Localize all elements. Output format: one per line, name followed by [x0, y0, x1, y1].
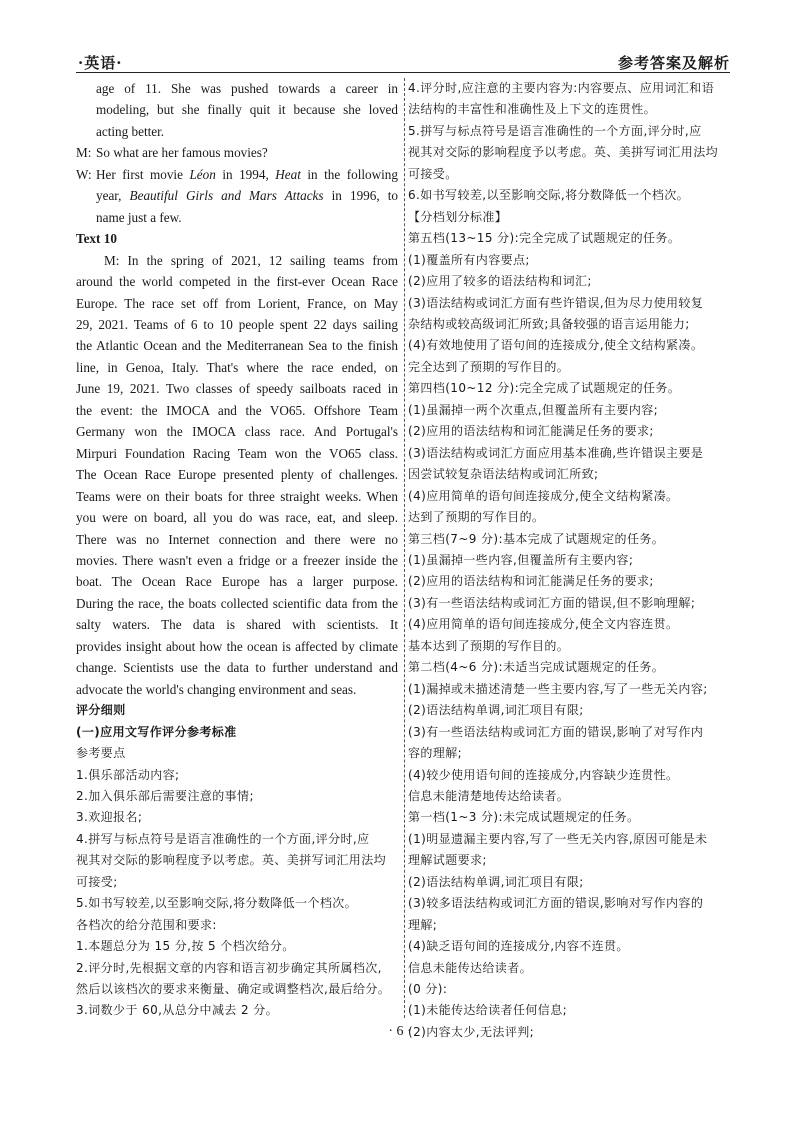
dialogue-line: age of 11. She was pushed towards a career in: [96, 81, 398, 96]
text-line: M: In the spring of 2021, 12 sailing teams from: [104, 252, 398, 268]
text-line: (3)有一些语法结构或词汇方面的错误,影响了对写作内: [408, 724, 704, 739]
text-line: (2)语法结构单调,词汇项目有限;: [408, 703, 584, 718]
text-line: 法结构的丰富性和准确性及上下文的连贯性。: [408, 102, 657, 117]
text-line: 5.如书写较差,以至影响交际,将分数降低一个档次。: [76, 896, 358, 911]
text-line: 第五档(13~15 分):完全完成了试题规定的任务。: [408, 231, 681, 246]
text-line: (2)应用了较多的语法结构和词汇;: [408, 274, 592, 289]
text-line: The Ocean Race Europe presented plenty of challenges.: [76, 467, 398, 483]
text-line: 完全达到了预期的写作目的。: [408, 359, 570, 374]
text-line: boat. The Ocean Race Europe has a larger purpose.: [76, 574, 398, 590]
dialogue-line: name just a few.: [96, 209, 182, 225]
text-line: 29, 2021. Teams of 6 to 10 people spent 22 days sailing: [76, 316, 398, 332]
subject-label: ·英语·: [78, 54, 123, 72]
text-line: 然后以该档次的要求来衡量、确定或调整档次,最后给分。: [76, 982, 391, 997]
text-line: 信息未能传达给读者。: [408, 960, 533, 975]
text-line: the event: the IMOCA and the VO65. Offshore Team: [76, 402, 398, 418]
text-line: (3)有一些语法结构或词汇方面的错误,但不影响理解;: [408, 595, 696, 610]
dialogue-line: modeling, but she finally quit it because she loved: [96, 102, 398, 118]
scoring-title: 评分细则: [76, 703, 126, 718]
text-line: (4)有效地使用了语句间的连接成分,使全文结构紧凑。: [408, 338, 704, 353]
text-line: (3)语法结构或词汇方面有些许错误,但为尽力使用较复: [408, 295, 704, 310]
dialogue-text: in 1996, to: [323, 188, 398, 204]
section-title: (一)应用文写作评分参考标准: [76, 724, 237, 739]
text-line: 1.本题总分为 15 分,按 5 个档次给分。: [76, 939, 295, 954]
text-line: There was no Internet connection and there were no: [76, 531, 398, 547]
text-line: advocate the world's changing environment and seas.: [76, 681, 357, 697]
text-line: 容的理解;: [408, 746, 463, 761]
text-line: (1)虽漏掉一两个次重点,但覆盖所有主要内容;: [408, 402, 659, 417]
text-line: (2)语法结构单调,词汇项目有限;: [408, 874, 584, 889]
text-line: 第四档(10~12 分):完全完成了试题规定的任务。: [408, 381, 681, 396]
text-line: During the race, the boats collected scientific data from the: [76, 595, 398, 611]
dialogue-m-line: [76, 142, 398, 163]
dialogue-text: Her first movie: [96, 166, 190, 182]
text-line: line, in Genoa, Italy. That's where the race ended, on: [76, 359, 398, 375]
page-header: [76, 56, 730, 73]
text-line: (4)应用简单的语句间连接成分,使全文内容连贯。: [408, 617, 679, 632]
text-line: (1)覆盖所有内容要点;: [408, 252, 530, 267]
text-line: movies. There wasn't even a fridge or a freezer inside the: [76, 552, 398, 568]
text-line: 6.如书写较差,以至影响交际,将分数降低一个档次。: [408, 188, 690, 203]
text-line: 各档次的给分范围和要求:: [76, 917, 217, 932]
text10-title: Text 10: [76, 231, 117, 247]
dialogue-text: So what are her famous movies?: [96, 145, 268, 161]
text-line: change. Scientists use the data to further understand and: [76, 660, 398, 676]
text-line: provides insight about how the ocean is affected by climate: [76, 638, 398, 654]
text-line: (0 分):: [408, 982, 448, 997]
text-line: 基本达到了预期的写作目的。: [408, 638, 570, 653]
text-line: 2.评分时,先根据文章的内容和语言初步确定其所属档次,: [76, 960, 382, 975]
text-line: 杂结构或较高级词汇所致;具备较强的语言运用能力;: [408, 316, 690, 331]
text-line: (3)较多语法结构或词汇方面的错误,影响对写作内容的: [408, 896, 704, 911]
text-line: 理解;: [408, 917, 438, 932]
text-line: 信息未能清楚地传达给读者。: [408, 788, 570, 803]
text-line: 可接受。: [408, 166, 458, 181]
dialogue-line: acting better.: [96, 123, 165, 139]
text-line: Teams were on their boats for three straight weeks. When: [76, 488, 398, 504]
dialogue-text: in the following: [300, 166, 398, 182]
key-points-list: [76, 765, 398, 1022]
right-column: [404, 78, 734, 1039]
section-label: 参考答案及解析: [617, 54, 730, 72]
text-line: 4.评分时,应注意的主要内容为:内容要点、应用词汇和语: [408, 81, 715, 95]
grading-criteria: [408, 78, 734, 1043]
dialogue-w-line: [76, 164, 398, 185]
text-line: 第二档(4~6 分):未适当完成试题规定的任务。: [408, 660, 665, 675]
dialogue-line: [76, 185, 398, 206]
text-line: 5.拼写与标点符号是语言准确性的一个方面,评分时,应: [408, 123, 702, 138]
text-line: (1)虽漏掉一些内容,但覆盖所有主要内容;: [408, 552, 634, 567]
text-line: salty waters. The data is shared with scientists. It: [76, 617, 398, 633]
text-line: 理解试题要求;: [408, 853, 487, 868]
text-line: (4)缺乏语句间的连接成分,内容不连贯。: [408, 939, 629, 954]
text-line: (4)较少使用语句间的连接成分,内容缺少连贯性。: [408, 767, 679, 782]
page-number: · 6 ·: [388, 1024, 412, 1039]
speaker-label: M:: [76, 145, 92, 161]
text-line: (1)漏掉或未描述清楚一些主要内容,写了一些无关内容;: [408, 681, 708, 696]
text-line: 视其对交际的影响程度予以考虑。英、美拼写词汇用法均: [408, 145, 719, 160]
dialogue-text: year,: [96, 188, 130, 204]
text-line: 4.拼写与标点符号是语言准确性的一个方面,评分时,应: [76, 831, 370, 846]
text10-body: [76, 250, 398, 701]
text-line: 可接受;: [76, 874, 118, 889]
text-line: 因尝试较复杂语法结构或词汇所致;: [408, 467, 599, 482]
text-line: June 19, 2021. Two classes of speedy sailboats raced in: [76, 381, 398, 397]
movie-title: Léon: [189, 166, 216, 182]
key-points-title: 参考要点: [76, 746, 126, 761]
text-line: 【分档划分标准】: [408, 209, 508, 224]
movie-title: Beautiful Girls and Mars Attacks: [129, 188, 324, 204]
text-line: Mirpuri Foundation Racing Team won the VO65 class.: [76, 445, 398, 461]
text-line: 第一档(1~3 分):未完成试题规定的任务。: [408, 810, 640, 825]
text-line: (2)内容太少,无法评判;: [408, 1024, 535, 1039]
speaker-label: W:: [76, 166, 92, 182]
text-line: you were on board, all you do was race, eat, and sleep.: [76, 510, 398, 526]
dialogue-text: in 1994,: [215, 166, 276, 182]
text-line: the Atlantic Ocean and the Mediterranean Sea to the finish: [76, 338, 398, 354]
text-line: 3.欢迎报名;: [76, 810, 143, 825]
text-line: 1.俱乐部活动内容;: [76, 767, 180, 782]
text-line: 达到了预期的写作目的。: [408, 510, 545, 525]
text-line: around the world competed in the first-ever Ocean Race: [76, 274, 398, 290]
text-line: (4)应用简单的语句间连接成分,使全文结构紧凑。: [408, 488, 679, 503]
text-line: (1)明显遗漏主要内容,写了一些无关内容,原因可能是未: [408, 831, 708, 846]
text-line: Europe. The race set off from Lorient, France, on May: [76, 295, 398, 311]
movie-title: Heat: [275, 166, 301, 182]
text-line: 2.加入俱乐部后需要注意的事情;: [76, 788, 254, 803]
text-line: (3)语法结构或词汇方面应用基本准确,些许错误主要是: [408, 445, 704, 460]
text-line: (1)未能传达给读者任何信息;: [408, 1003, 568, 1018]
text-line: 第三档(7~9 分):基本完成了试题规定的任务。: [408, 531, 665, 546]
text-line: 3.词数少于 60,从总分中减去 2 分。: [76, 1003, 279, 1018]
text-line: Germany won the IMOCA class race. And Portugal's: [76, 424, 398, 440]
text-line: (2)应用的语法结构和词汇能满足任务的要求;: [408, 424, 654, 439]
left-column: [76, 78, 398, 1022]
text-line: 视其对交际的影响程度予以考虑。英、美拼写词汇用法均: [76, 853, 387, 868]
text-line: (2)应用的语法结构和词汇能满足任务的要求;: [408, 574, 654, 589]
